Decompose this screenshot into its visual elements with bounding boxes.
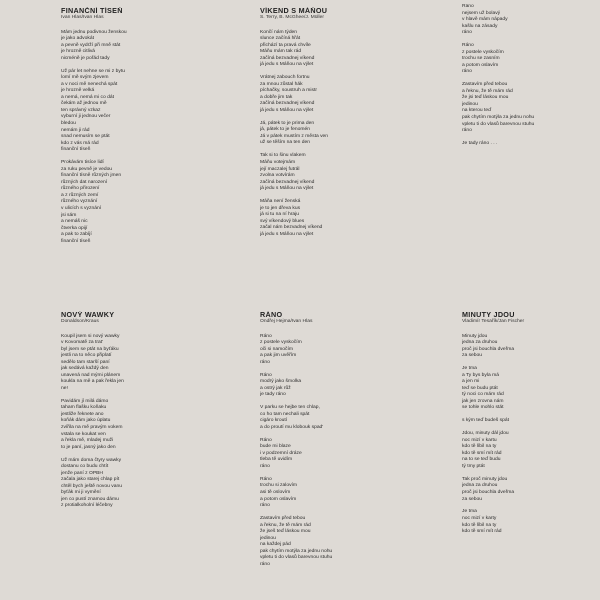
- lyric-line: jsi sám: [61, 212, 77, 218]
- lyric-line: nemám ji rád: [61, 127, 90, 133]
- lyric-line: kašlu na zásady: [462, 23, 498, 29]
- lyric-line: přichází ta pravá chvíle: [260, 42, 311, 48]
- lyric-line: je jako advokát: [61, 36, 94, 42]
- lyric-line: teď se budu ptát: [462, 385, 498, 391]
- lyric-line: a řeknu, že tě mám rád: [462, 88, 513, 94]
- lyric-line: pak chytím motýla za jednu nohu: [260, 548, 333, 554]
- song-authors: Ivan Hlas/Ivan Hlas: [61, 15, 104, 20]
- stanza: [462, 4, 600, 37]
- lyric-line: Mám jednu podivnou ženskou: [61, 29, 127, 35]
- lyric-line: a v noci mě nenechá spát: [61, 81, 118, 87]
- lyric-line: jedinou: [462, 101, 478, 107]
- stanza: [61, 399, 241, 451]
- lyric-line: ráno: [260, 359, 270, 365]
- lyric-line: Už pár let nehne se mi z bytu: [61, 68, 125, 74]
- lyric-line: je tady ráno: [260, 392, 286, 398]
- lyric-line: a řekla mě, mladej muži: [61, 438, 114, 444]
- lyric-line: kdo tě líbil na ty: [462, 444, 497, 450]
- lyric-line: v Kovomatě za trat': [61, 340, 104, 346]
- song-title: RÁNO: [260, 311, 283, 319]
- lyric-line: je hrozně velká: [61, 88, 95, 94]
- lyric-line: Ráno: [260, 372, 272, 378]
- stanza: [260, 373, 440, 399]
- lyric-line: pak chytím motýla za jednu nohu: [462, 114, 535, 120]
- lyric-line: na každej pád: [260, 542, 291, 548]
- lyric-line: snad nemusím se ptát: [61, 134, 110, 140]
- lyric-line: Máňu mám tak rád: [260, 49, 302, 55]
- lyric-line: je hrozně citlivá: [61, 49, 96, 55]
- lyric-line: slunce začíná hřát: [260, 36, 301, 42]
- lyric-line: co ho tam nechali spát: [260, 411, 310, 417]
- song-title: FINANČNÍ TÍSEŇ: [61, 7, 123, 15]
- lyric-line: ne!: [61, 385, 68, 391]
- lyric-line: trochu si zalovím: [260, 483, 298, 489]
- lyric-line: vpletu ti do vlasů barevnou stuhu: [462, 121, 535, 127]
- lyric-line: Zastavím před tebou: [260, 516, 306, 522]
- stanza: [260, 516, 440, 568]
- lyric-line: začíná bezvadnej víkend: [260, 55, 315, 61]
- lyric-line: bledou: [61, 121, 76, 126]
- lyric-line: jenže paní z OPBH: [61, 470, 103, 476]
- lyric-line: dostanu co budu chtít: [61, 464, 109, 470]
- stanza: [462, 82, 600, 134]
- stanza: [260, 121, 440, 147]
- lyric-line: a potom oslavím: [462, 62, 499, 68]
- lyric-line: v ulicích s vyznání: [61, 205, 102, 211]
- lyric-line: unavená nad mými plánem: [61, 372, 121, 378]
- lyric-line: proč jsi bouchla dveřma: [462, 490, 515, 495]
- lyric-line: svý víkendový blues: [260, 218, 305, 224]
- stanza: [260, 334, 440, 367]
- song-ending: Je tady ráno . . .: [462, 141, 498, 147]
- stanza: [61, 30, 241, 63]
- lyric-line: noc mizí v karty: [462, 516, 497, 522]
- lyric-line: začala jako starej chlap pít: [61, 477, 120, 483]
- lyric-line: ráno: [260, 561, 270, 567]
- lyric-line: čtverka opijí: [61, 225, 88, 231]
- lyric-line: finanční tísně různých jmen: [61, 173, 122, 179]
- stanza: [462, 43, 600, 76]
- lyric-line: Ráno: [462, 43, 474, 49]
- lyric-line: Máňu votejmám: [260, 159, 296, 165]
- lyric-line: Ráno: [260, 333, 272, 339]
- lyric-line: koukla na mě a pak řekla jen: [61, 379, 124, 385]
- stanza: [462, 366, 600, 412]
- lyric-line: a Ty bys byla má: [462, 372, 499, 378]
- lyric-line: V parku se hejbe ten chlap,: [260, 405, 320, 411]
- lyric-line: ráno: [260, 503, 270, 509]
- lyric-line: její maczalej futrál: [260, 166, 300, 172]
- song-title: VÍKEND S MÁŇOU: [260, 7, 328, 15]
- lyric-line: a ostrý jak růž: [260, 385, 291, 391]
- lyric-line: a pak to zabíjí: [61, 232, 92, 238]
- lyric-line: to je paní, jasný jako den: [61, 444, 116, 450]
- lyric-line: Tak proč minuty jdou: [462, 476, 508, 482]
- lyric-line: Prokávám tisíce lidí: [61, 160, 104, 166]
- lyric-line: zvířila na mě pravým vokem: [61, 425, 123, 430]
- lyric-line: byl jsem se ptát na byťáku: [61, 346, 119, 352]
- lyric-line: Zastavím před tebou: [462, 82, 508, 88]
- lyric-line: tý noci co mám rád: [462, 392, 504, 398]
- stanza: [462, 509, 600, 535]
- lyric-line: a dobře jim tak: [260, 94, 293, 100]
- lyric-line: na kterou teď: [462, 108, 492, 114]
- lyric-line: Je tma: [462, 366, 477, 372]
- lyric-line: začíná bezvadnej víkend: [260, 101, 315, 107]
- lyric-line: s kým teď budeš spát: [462, 418, 509, 424]
- lyric-line: já si tu na ní hraju: [260, 212, 299, 218]
- lyric-line: různého vyznání: [61, 199, 98, 205]
- song-minuty-jdou: [462, 311, 600, 542]
- lyric-line: že jsi teď láskou mou: [462, 95, 509, 101]
- lyric-line: Minuty jdou: [462, 333, 488, 339]
- song-vikend-s-manou: [260, 7, 440, 245]
- stanza: [260, 405, 440, 431]
- lyric-line: vstala se koukat ven: [61, 431, 106, 437]
- lyric-line: a potom oslavím: [260, 496, 297, 502]
- lyric-line: kdo tě smí mít rád: [462, 450, 502, 456]
- song-rano: [260, 311, 440, 575]
- lyric-line: Končí nám týden: [260, 29, 298, 35]
- lyric-line: Vrátnej zabouch fortnu: [260, 75, 310, 81]
- lyric-line: bude mi blaze: [260, 444, 291, 450]
- lyric-line: Pavidám jí milá dámo: [61, 398, 109, 404]
- song-title: NOVÝ WAWKY: [61, 311, 115, 319]
- lyric-line: já, pátek to je fenomén: [260, 127, 310, 133]
- lyric-line: se tohle mohlo stát: [462, 405, 504, 411]
- stanza: [462, 334, 600, 360]
- lyric-line: z protialkoholní léčebny: [61, 503, 113, 509]
- lyric-line: píchačky, soustruh a mistr: [260, 88, 317, 94]
- lyric-line: a do proutí mu klobouk spad': [260, 424, 324, 430]
- lyric-line: tý tmy ptát: [462, 463, 485, 469]
- lyric-line: za ruku pevně je vedou: [61, 166, 113, 172]
- stanza: [260, 199, 440, 238]
- lyric-line: ráno: [260, 463, 270, 469]
- lyric-line: asi tě oslovím: [260, 490, 291, 495]
- lyric-line: ráno: [462, 128, 472, 134]
- lyric-line: Máňa není ženská: [260, 199, 301, 205]
- lyric-line: různých dat narození: [61, 179, 108, 185]
- lyric-line: Já, pátek to je prima den: [260, 120, 315, 126]
- lyric-line: modrý jako šmolka: [260, 379, 302, 385]
- lyric-line: ráno: [462, 69, 472, 75]
- lyric-line: a pevně vydrží při mně stát: [61, 42, 121, 48]
- lyric-line: čekám až jednou mě: [61, 101, 107, 107]
- lyric-line: oči si namočím: [260, 346, 293, 352]
- lyric-line: Ráno: [462, 4, 474, 9]
- lyric-line: a pak jim uvěřím: [260, 353, 297, 359]
- lyric-line: jestli na to něco připlatí: [61, 353, 112, 359]
- lyric-line: za sebou: [462, 353, 483, 359]
- lyric-line: za sebou: [462, 496, 483, 502]
- lyric-line: je to jen dřeva kus: [260, 205, 301, 211]
- lyric-line: a řeknu, že tě mám rád: [260, 522, 311, 528]
- lyric-line: z postele vyskočím: [462, 49, 504, 55]
- lyric-line: jedna za druhou: [462, 483, 498, 489]
- lyric-line: a z různých zemí: [61, 192, 99, 198]
- lyric-line: já jedu s Máňou na výlet: [260, 186, 314, 192]
- lyric-line: jak jen zrovna nám: [462, 398, 504, 404]
- lyric-line: tleba tě uvidím: [260, 457, 293, 463]
- song-rano-continuation: [462, 4, 600, 148]
- stanza: [61, 334, 241, 393]
- lyric-line: jak sedává každý den: [61, 366, 109, 372]
- lyric-line: z postele vyskočím: [260, 340, 302, 346]
- lyric-line: a nemáš nic: [61, 219, 88, 225]
- lyric-line: chtěl bych ještě novou vanu: [61, 483, 122, 489]
- lyric-line: noc mizí v kartu: [462, 437, 497, 443]
- lyric-line: za mnou zůstal hák: [260, 81, 303, 87]
- stanza: [462, 418, 600, 425]
- stanza: [462, 477, 600, 503]
- lyric-line: proč jsi bouchla dveřma: [462, 346, 515, 352]
- lyric-line: sedělo tam starší paní: [61, 359, 110, 365]
- song-authors: Donaldson/Kraus: [61, 319, 99, 324]
- lyric-line: trochu se zasním: [462, 56, 500, 62]
- lyric-line: já jedu s Máňou na výlet: [260, 62, 314, 68]
- lyric-line: ráno: [462, 30, 472, 36]
- lyric-line: vyburní ji jednou večer: [61, 114, 111, 120]
- lyric-line: já jedu s Máňou na výlet: [260, 231, 314, 237]
- song-authors: Ondřej Hejma/Ivan Hlas: [260, 319, 313, 324]
- lyric-line: Koupil jsem si nový wawky: [61, 333, 120, 339]
- stanza: [260, 438, 440, 471]
- lyric-line: byťák mi ji vymění: [61, 490, 101, 496]
- song-authors: S. Terry, B. McGhee/J. Müller: [260, 15, 325, 20]
- lyric-line: Jdou, minuty dál jdou: [462, 431, 509, 437]
- lyric-line: nejsem už bolavý: [462, 10, 501, 16]
- lyric-line: jedinou: [260, 535, 276, 541]
- song-financni-tisen: [61, 7, 241, 252]
- lyric-line: ten správný vzkaz: [61, 107, 101, 113]
- lyric-line: začal nám bezvadnej víkend: [260, 225, 323, 231]
- stanza: [260, 153, 440, 192]
- lyric-line: cigáro kroutí: [260, 418, 288, 424]
- lyric-line: vpletu ti do vlasů barevnou stuhu: [260, 555, 333, 561]
- song-novy-wawky: [61, 311, 241, 516]
- lyric-line: a nemá, nemá mi co dát: [61, 94, 114, 100]
- lyric-line: jedna za druhou: [462, 340, 498, 346]
- lyric-line: taham flašku koňaku: [61, 405, 107, 411]
- lyric-line: různého přirození: [61, 186, 100, 192]
- stanza: [260, 75, 440, 114]
- lyric-line: finanční tíseň: [61, 238, 91, 244]
- lyric-line: v hlavě mám nápady: [462, 17, 508, 23]
- lyric-line: jestliže řeknete ano: [61, 411, 104, 417]
- lyric-line: už se těším na ten den: [260, 140, 310, 146]
- stanza: [61, 160, 241, 245]
- lyric-line: nicméně je pořád tady: [61, 55, 110, 61]
- lyric-line: kdo z vás má rád: [61, 140, 99, 146]
- stanza: [260, 30, 440, 69]
- lyric-line: Už mám doma čtyry wawky: [61, 457, 122, 463]
- lyric-line: kdo tě líbil na ty: [462, 522, 497, 528]
- lyric-line: že jseš teď láskou mou: [260, 529, 311, 535]
- lyric-line: Já v pátek mustím z města ven: [260, 133, 329, 139]
- lyric-line: Tak si to šinu vlakem: [260, 153, 306, 159]
- lyric-line: já jedu s Máňou na výlet: [260, 107, 314, 113]
- lyric-line: na to se teď budu: [462, 457, 501, 463]
- stanza: [61, 69, 241, 154]
- lyric-line: koňák dám jako úplatu: [61, 418, 111, 424]
- song-title: MINUTY JDOU: [462, 311, 515, 319]
- lyric-line: Ráno: [260, 476, 272, 482]
- lyric-line: finanční tíseň: [61, 147, 91, 153]
- lyric-line: a jen mi: [462, 379, 480, 385]
- lyric-line: lomí mě svým zjevem: [61, 75, 109, 81]
- stanza: [61, 458, 241, 510]
- song-authors: Vladimír Tesařík/Jan Fischer: [462, 319, 525, 324]
- lyric-line: jen co pustí znamou dámu: [61, 496, 119, 502]
- stanza: [260, 477, 440, 510]
- lyric-line: začíná bezvadnej víkend: [260, 179, 315, 185]
- stanza: [462, 431, 600, 470]
- lyric-line: Ráno: [260, 437, 272, 443]
- lyric-line: kdo tě smí mít rád: [462, 529, 502, 535]
- lyric-line: Je tma: [462, 509, 477, 515]
- lyric-line: i v podzemní dráze: [260, 450, 302, 456]
- lyric-line: zvolna votvírám: [260, 173, 295, 179]
